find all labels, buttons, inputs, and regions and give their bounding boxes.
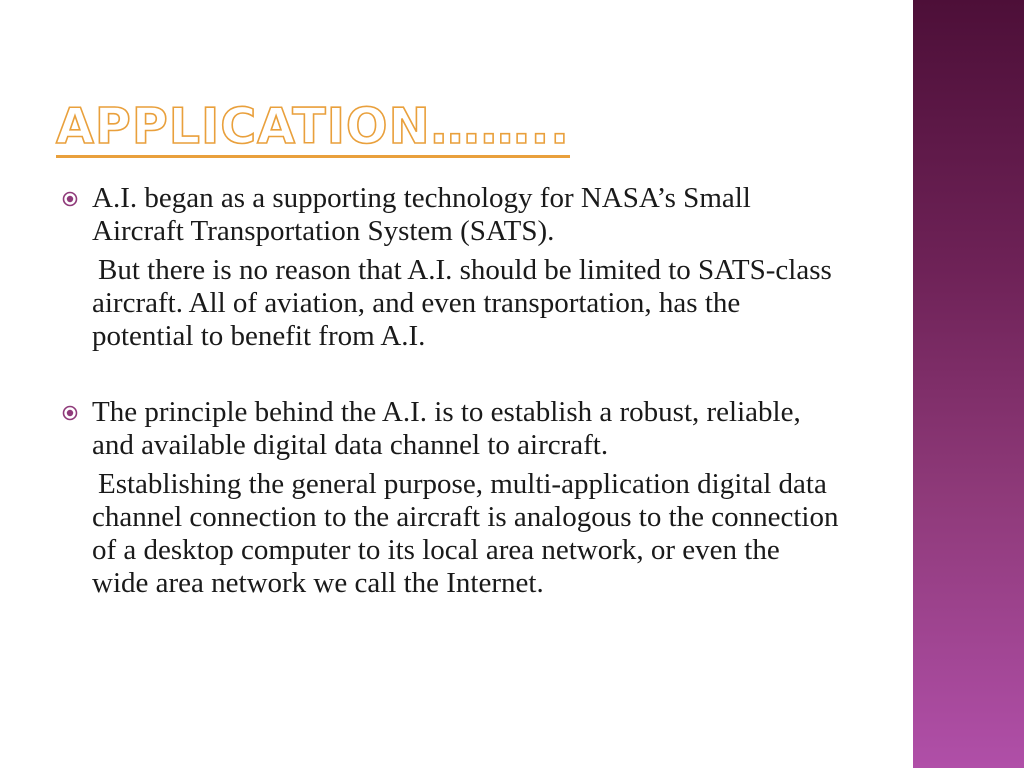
side-decorative-panel xyxy=(913,0,1024,768)
bullet-text: The principle behind the A.I. is to establish a robust, reliable, and available digital data channel to aircraft. xyxy=(92,396,801,461)
circled-dot-bullet-icon xyxy=(62,405,78,421)
slide-body xyxy=(62,182,842,600)
bullet-continuation-text: Establishing the general purpose, multi-application digital data channel connection to the aircraft is analogous to the connection of a desktop computer to its local area network, or even the wide area network we call the Internet. xyxy=(92,468,839,599)
bullet-text: A.I. began as a supporting technology for NASA’s Small Aircraft Transportation System (SATS). xyxy=(92,182,751,247)
bullet-item xyxy=(62,396,842,600)
bullet-item xyxy=(62,182,842,353)
bullet-continuation-text: But there is no reason that A.I. should be limited to SATS-class aircraft. All of aviation, and even transportation, has the potential to benefit from A.I. xyxy=(92,254,832,352)
circled-dot-bullet-icon xyxy=(62,191,78,207)
slide-title: APPLICATION…….. xyxy=(56,102,570,158)
